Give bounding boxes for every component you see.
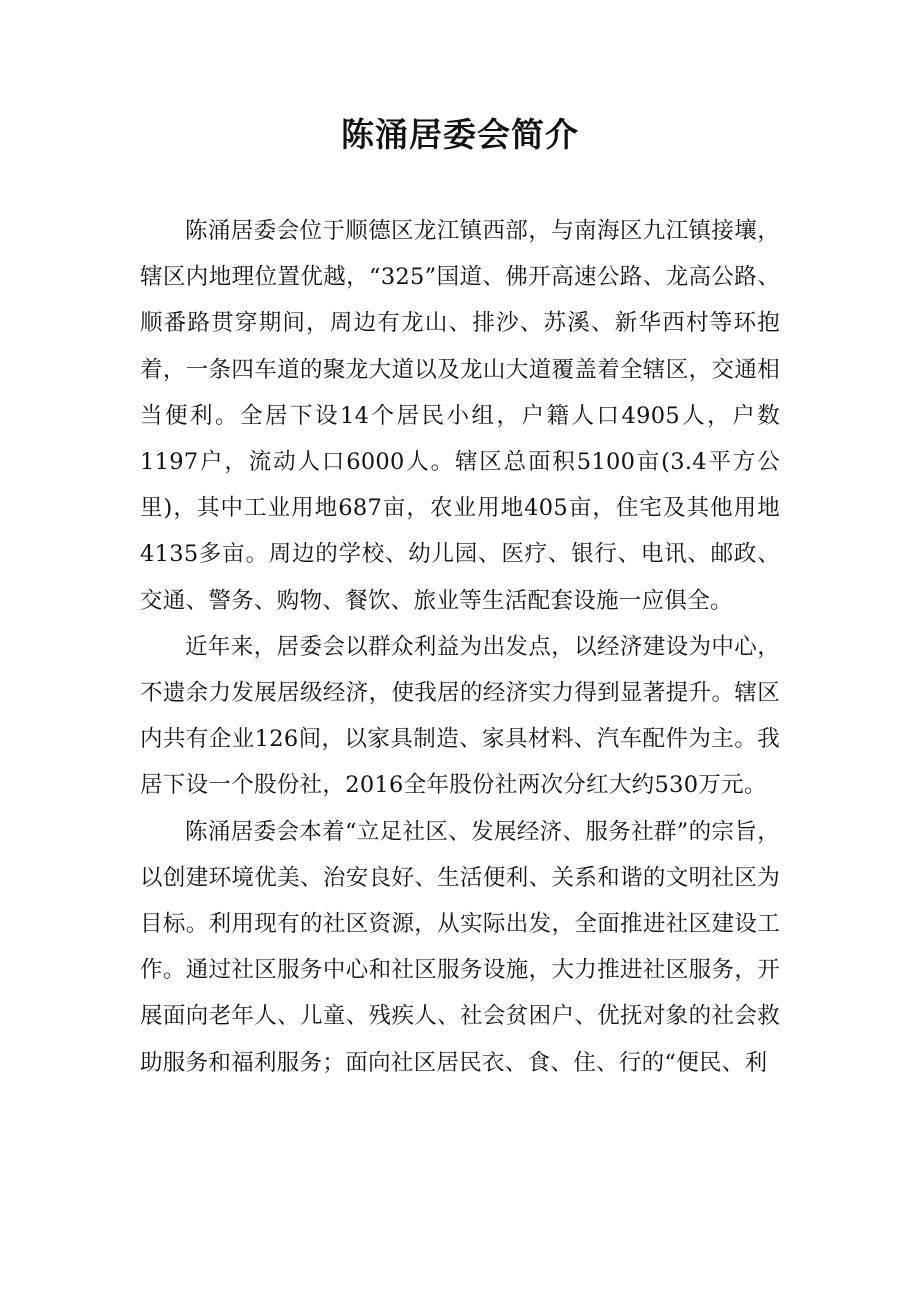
paragraph-community-service: 陈涌居委会本着“立足社区、发展经济、服务社群”的宗旨，以创建环境优美、治安良好、生活便利、关系和谐的文明社区为目标。利用现有的社区资源，从实际出发，全面推进社区建设工作。通过社区服务中心和社区服务设施，大力推进社区服务，开展面向老年人、儿童、残疾人、社会贫困户、优抚对象的社会救助服务和福利服务；面向社区居民衣、食、住、行的“便民、利 <box>140 818 780 1076</box>
paragraph-intro: 陈涌居委会位于顺德区龙江镇西部，与南海区九江镇接壤，辖区内地理位置优越，“325”国道、佛开高速公路、龙高公路、顺番路贯穿期间，周边有龙山、排沙、苏溪、新华西村等环抱着，一条四车道的聚龙大道以及龙山大道覆盖着全辖区，交通相当便利。全居下设14个居民小组，户籍人口4905人，户数1197户，流动人口6000人。辖区总面积5100亩(3.4平方公里)，其中工业用地687亩，农业用地405亩，住宅及其他用地4135多亩。周边的学校、幼儿园、医疗、银行、电讯、邮政、交通、警务、购物、餐饮、旅业等生活配套设施一应俱全。 <box>140 218 780 614</box>
document-title: 陈涌居委会简介 <box>341 115 579 154</box>
document-body <box>140 208 780 1086</box>
paragraph-economy: 近年来，居委会以群众利益为出发点，以经济建设为中心，不遗余力发展居级经济，使我居的经济实力得到显著提升。辖区内共有企业126间，以家具制造、家具材料、汽车配件为主。我居下设一个股份社，2016全年股份社两次分红大约530万元。 <box>140 633 780 799</box>
